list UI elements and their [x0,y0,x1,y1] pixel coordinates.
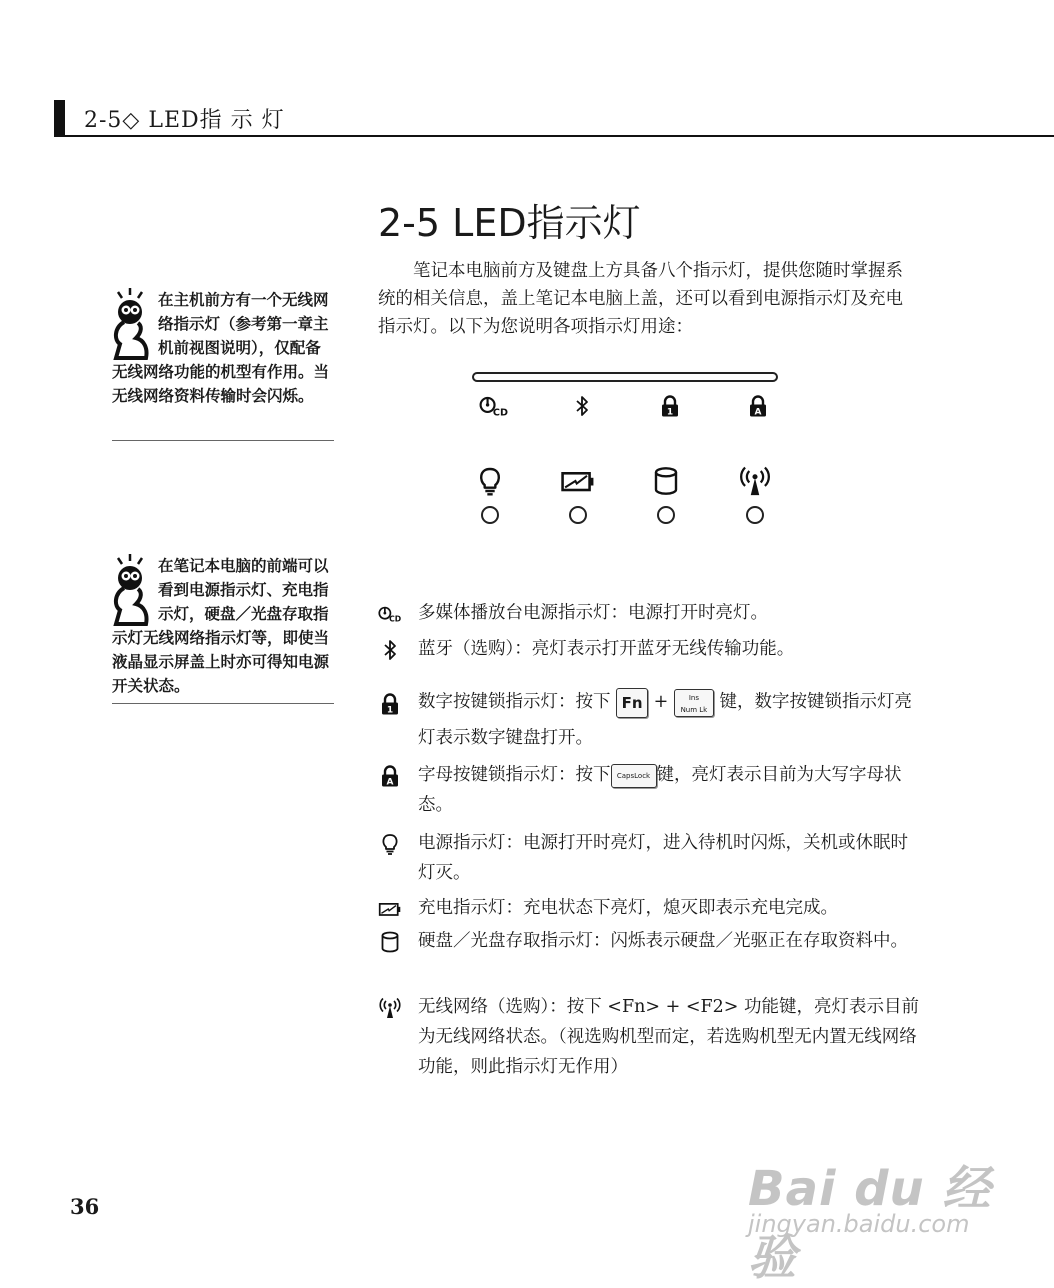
side-note-2 [112,554,334,698]
wireless-icon [378,996,402,1020]
intro-paragraph: 笔记本电脑前方及键盘上方具备八个指示灯，提供您随时掌握系统的相关信息，盖上笔记本电脑上盖，还可以看到电源指示灯及充电指示灯。以下为您说明各项指示灯用途： [378,261,903,337]
item-text: 蓝牙（选购）：亮灯表示打开蓝牙无线传输功能。 [418,639,795,659]
num-lock-icon [652,388,688,424]
side-note-1 [112,288,334,408]
wireless-icon [737,463,773,499]
lcd-panel-edge [472,372,778,382]
battery-charge-icon [378,897,402,921]
watermark-logo: Bai du 经验 [748,1161,992,1286]
page-number: 36 [70,1194,100,1219]
header-rule [54,135,1054,137]
side-note-text: 在主机前方有一个无线网络指示灯（参考第一章主机前视图说明），仅配备无线网络功能的机型有作用。当无线网络资料传输时会闪烁。 [112,291,330,405]
baidu-watermark [748,1120,1018,1286]
item-text-pre: 数字按键锁指示灯：按下 [418,692,611,712]
item-text: 多媒体播放台电源指示灯：电源打开时亮灯。 [418,603,768,623]
led-disk [657,506,675,524]
item-text: 硬盘／光盘存取指示灯：闪烁表示硬盘／光驱正在存取资料中。 [418,931,908,951]
item-text [418,684,923,756]
caps-lock-icon [740,388,776,424]
item-text: 无线网络（选购）：按下 <Fn> + <F2> 功能键，亮灯表示目前为无线网络状态。（视选购机型而定，若选购机型无内置无线网络功能，则此指示灯无作用） [418,997,920,1077]
power-bulb-icon [378,832,402,856]
watermark-url: jingyan.baidu.com [748,1210,970,1238]
list-item [378,760,923,820]
note-divider [112,703,334,704]
list-item [378,828,923,888]
capslock-key: CapsLock [611,764,657,788]
item-text-post: 键，亮灯表示目前为大写字母状态。 [418,765,902,815]
list-item [378,992,923,1082]
item-text [418,760,923,820]
bluetooth-icon [378,638,402,662]
list-item [378,893,923,923]
tip-mascot-icon [112,288,156,360]
cd-power-icon [476,388,512,424]
list-item [378,684,923,756]
plus-sign: + [653,692,669,712]
key-label-ins: Ins [688,693,699,702]
list-item [378,926,923,956]
item-text: 电源指示灯：电源打开时亮灯，进入待机时闪烁，关机或休眠时灯灭。 [418,833,908,883]
battery-charge-icon [560,463,596,499]
caps-lock-icon [378,764,402,788]
led-wireless [746,506,764,524]
side-note-text: 在笔记本电脑的前端可以看到电源指示灯、充电指示灯，硬盘／光盘存取指示灯无线网络指示灯等，即使当液晶显示屏盖上时亦可得知电源开关状态。 [112,557,330,695]
cd-power-icon [378,602,402,626]
item-text-post: 键，数字按键锁指示灯亮灯表示数字键盘打开。 [418,692,912,748]
tip-mascot-icon [112,554,156,626]
key-label-numlk: Num Lk [680,705,708,714]
disk-icon [378,930,402,954]
section-header: 2-5◇ LED指 示 灯 [84,108,285,133]
list-item [378,634,923,664]
item-text-pre: 字母按键锁指示灯：按下 [418,765,611,785]
note-divider [112,440,334,441]
led-power [481,506,499,524]
disk-icon [648,463,684,499]
fn-key: Fn [616,688,648,718]
num-lock-icon [378,692,402,716]
item-text: 充电指示灯：充电状态下亮灯，熄灭即表示充电完成。 [418,898,838,918]
power-bulb-icon [472,463,508,499]
led-charge [569,506,587,524]
page-title: 2-5 LED指示灯 [378,201,641,245]
bluetooth-icon [564,388,600,424]
header-bar [54,100,65,136]
list-item [378,598,923,628]
ins-numlk-key [674,689,714,717]
